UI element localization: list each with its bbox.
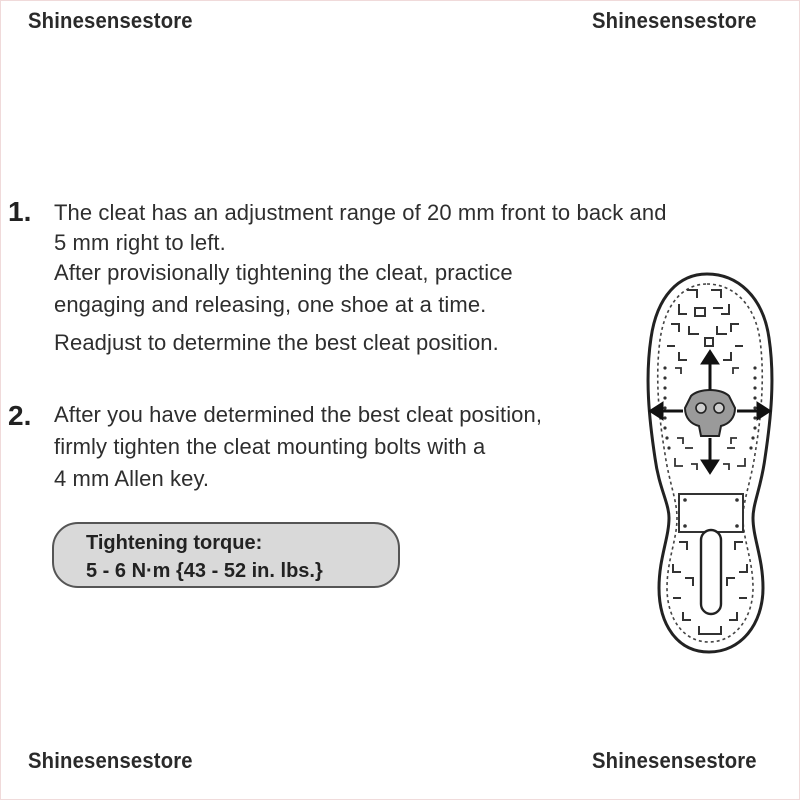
torque-value: 5 - 6 N·m {43 - 52 in. lbs.} [86, 560, 323, 582]
step-1-number: 1. [8, 196, 32, 227]
torque-title: Tightening torque: [86, 532, 263, 554]
step-1-line-1: The cleat has an adjustment range of 20 mm front to back and [54, 200, 667, 225]
step-1-line-4: engaging and releasing, one shoe at a time. [54, 292, 487, 317]
step-1-line-5: Readjust to determine the best cleat position. [54, 330, 499, 355]
watermark-top-right: Shinesensestore [592, 8, 757, 33]
step-2-line-1: After you have determined the best cleat position, [54, 402, 543, 427]
step-2-line-2: firmly tighten the cleat mounting bolts with a [54, 434, 486, 459]
watermark-top-left: Shinesensestore [28, 8, 193, 33]
watermark-bottom-right: Shinesensestore [592, 748, 757, 773]
shoe-sole-cleat-icon [645, 268, 775, 658]
step-1-line-3: After provisionally tightening the cleat, practice [54, 260, 513, 285]
step-1-line-2: 5 mm right to left. [54, 230, 226, 255]
step-2-number: 2. [8, 400, 32, 431]
step-2-line-3: 4 mm Allen key. [54, 466, 210, 491]
watermark-bottom-left: Shinesensestore [28, 748, 193, 773]
